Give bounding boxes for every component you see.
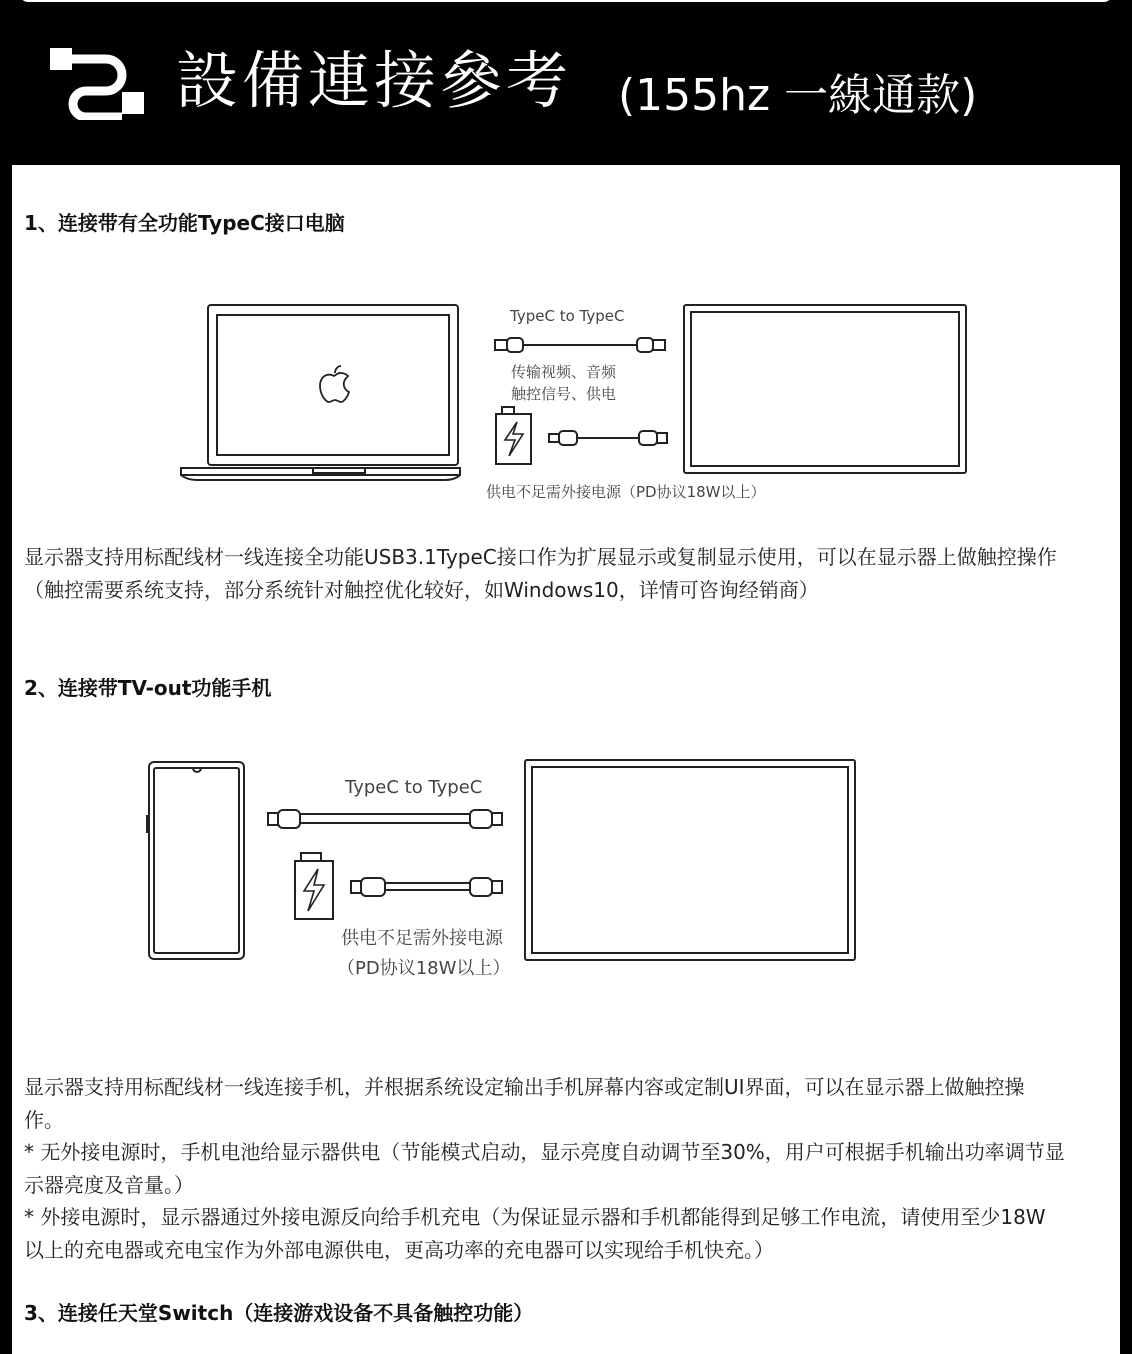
power-cable-icon [549, 431, 667, 445]
laptop-power-note: 供电不足需外接电源（PD协议18W以上） [486, 483, 766, 501]
paragraph-line: 以上的充电器或充电宝作为外部电源供电，更高功率的充电器可以实现给手机快充。） [24, 1237, 774, 1262]
transfer-label-line1: 传输视频、音频 [511, 363, 617, 381]
power-bank-icon [496, 407, 531, 464]
phone-cable-label: TypeC to TypeC [345, 777, 483, 798]
paragraph-line: 显示器支持用标配线材一线连接手机，并根据系统设定输出手机屏幕内容或定制UI界面，可以在显示器上做触控操 [24, 1075, 1025, 1099]
paragraph-line: 显示器支持用标配线材一线连接全功能USB3.1TypeC接口作为扩展显示或复制显示使用，可以在显示器上做触控操作 [24, 545, 1057, 569]
header-subtitle: (155hz 一線通款) [618, 70, 978, 121]
header-top-edge [20, 0, 1112, 2]
section-2-heading: 2、连接带TV-out功能手机 [24, 676, 272, 700]
smartphone-icon [147, 762, 244, 959]
paragraph-line: 示器亮度及音量。） [24, 1172, 194, 1197]
typec-cable-icon [495, 338, 665, 352]
document-page [12, 165, 1120, 1354]
paragraph-line: * 无外接电源时，手机电池给显示器供电（节能模式启动，显示亮度自动调节至30%，用户可根据手机输出功率调节显 [24, 1140, 1065, 1164]
section-3-heading: 3、连接任天堂Switch（连接游戏设备不具备触控功能） [24, 1301, 534, 1325]
power-bank-icon [295, 853, 333, 919]
header-title: 設備連接參考 [176, 44, 573, 117]
section-1-heading: 1、连接带有全功能TypeC接口电脑 [24, 211, 345, 235]
section-2-paragraph [24, 1071, 1114, 1266]
apple-logo-icon [320, 366, 349, 402]
section-1-paragraph [24, 541, 1114, 607]
cable-connector-icon [48, 44, 148, 120]
laptop-cable-label: TypeC to TypeC [510, 307, 625, 325]
typec-cable-icon [268, 810, 502, 828]
transfer-label-line2: 触控信号、供电 [511, 385, 617, 403]
page-header [0, 0, 1132, 165]
portable-monitor-icon [684, 305, 966, 473]
phone-power-note-line1: 供电不足需外接电源 [341, 928, 503, 949]
paragraph-line: 作。 [24, 1107, 64, 1132]
portable-monitor-icon [525, 760, 855, 960]
paragraph-line: * 外接电源时，显示器通过外接电源反向给手机充电（为保证显示器和手机都能得到足够工作电流，请使用至少18W [24, 1205, 1046, 1229]
power-cable-icon [351, 878, 502, 896]
phone-power-note-line2: （PD协议18W以上） [337, 958, 511, 979]
paragraph-line: （触控需要系统支持，部分系统针对触控优化较好，如Windows10，详情可咨询经销商） [24, 578, 819, 602]
